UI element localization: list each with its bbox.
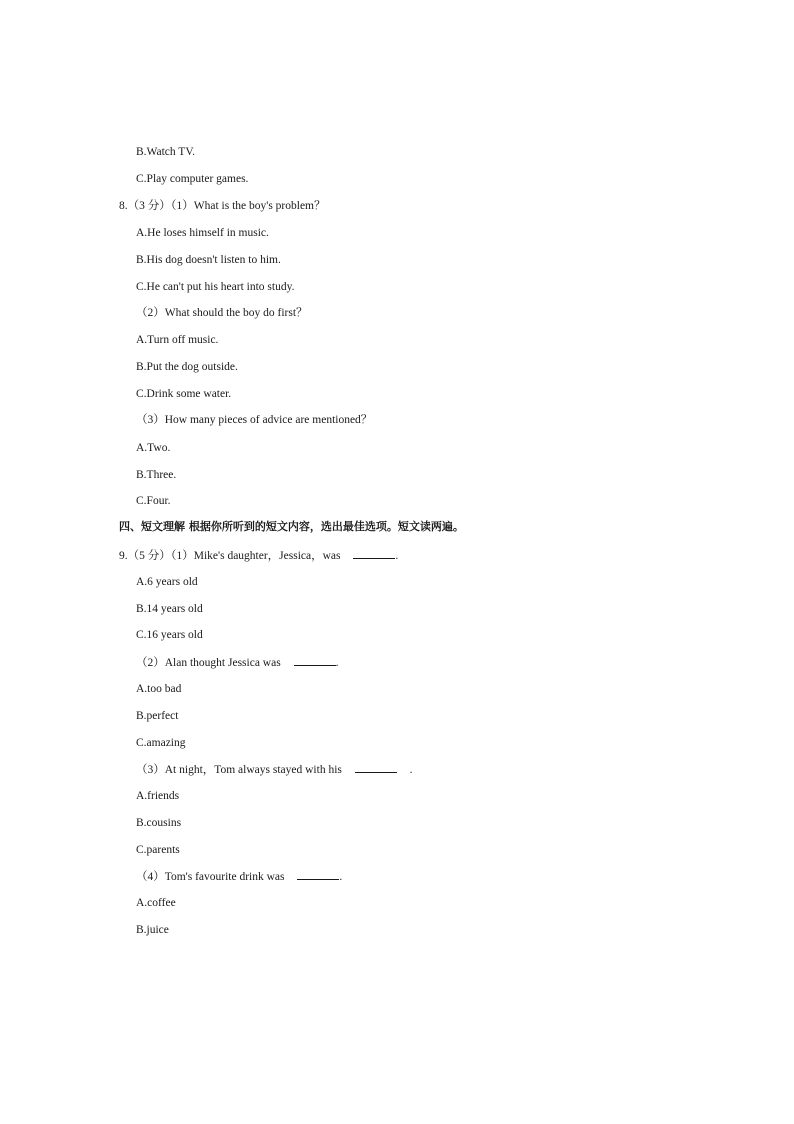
- q9-1-option-c: C.16 years old: [136, 629, 203, 641]
- answer-blank: [355, 762, 397, 773]
- q9-1-option-b: B.14 years old: [136, 603, 203, 615]
- q8-header: 8.（3 分）（1）What is the boy's problem？: [119, 200, 326, 212]
- q9-header-end: .: [395, 550, 399, 562]
- q9-1-option-a: A.6 years old: [136, 576, 198, 588]
- q9-3-stem: [136, 762, 413, 777]
- answer-blank: [297, 869, 339, 880]
- q9-header: [119, 548, 398, 563]
- answer-blank: [353, 548, 395, 559]
- q9-header-text: 9.（5 分）（1）Mike's daughter，Jessica，was: [119, 550, 344, 562]
- q9-2-stem: [136, 655, 338, 670]
- q8-3-option-c: C.Four.: [136, 495, 171, 507]
- q8-2-option-a: A.Turn off music.: [136, 334, 219, 346]
- q9-3-stem-text: （3）At night，Tom always stayed with his: [136, 764, 345, 776]
- q7-option-c: C.Play computer games.: [136, 173, 249, 185]
- q8-2-option-c: C.Drink some water.: [136, 388, 232, 400]
- q9-2-option-b: B.perfect: [136, 710, 179, 722]
- q9-4-option-a: A.coffee: [136, 897, 176, 909]
- q9-4-stem-end: .: [339, 871, 343, 883]
- q9-2-stem-end: .: [335, 657, 339, 669]
- q8-3-option-b: B.Three.: [136, 469, 177, 481]
- q9-3-option-c: C.parents: [136, 844, 180, 856]
- q8-3-option-a: A.Two.: [136, 442, 171, 454]
- q9-2-option-a: A.too bad: [136, 683, 182, 695]
- q8-1-option-c: C.He can't put his heart into study.: [136, 281, 295, 293]
- q7-option-b: B.Watch TV.: [136, 146, 196, 158]
- q9-3-option-b: B.cousins: [136, 817, 182, 829]
- q8-3-stem: （3）How many pieces of advice are mentioned？: [136, 414, 373, 426]
- q8-1-option-a: A.He loses himself in music.: [136, 227, 269, 239]
- q9-2-option-c: C.amazing: [136, 737, 186, 749]
- q9-4-stem-text: （4）Tom's favourite drink was: [136, 871, 288, 883]
- section-4-heading: 四、短文理解 根据你所听到的短文内容，选出最佳选项。短文读两遍。: [119, 520, 464, 533]
- q8-2-option-b: B.Put the dog outside.: [136, 361, 238, 373]
- answer-blank: [294, 655, 336, 666]
- q9-4-option-b: B.juice: [136, 924, 169, 936]
- q9-3-stem-end: .: [406, 764, 413, 776]
- q9-3-option-a: A.friends: [136, 790, 180, 802]
- q8-2-stem: （2）What should the boy do first？: [136, 307, 308, 319]
- q9-2-stem-text: （2）Alan thought Jessica was: [136, 657, 284, 669]
- q8-1-option-b: B.His dog doesn't listen to him.: [136, 254, 281, 266]
- q9-4-stem: [136, 869, 342, 884]
